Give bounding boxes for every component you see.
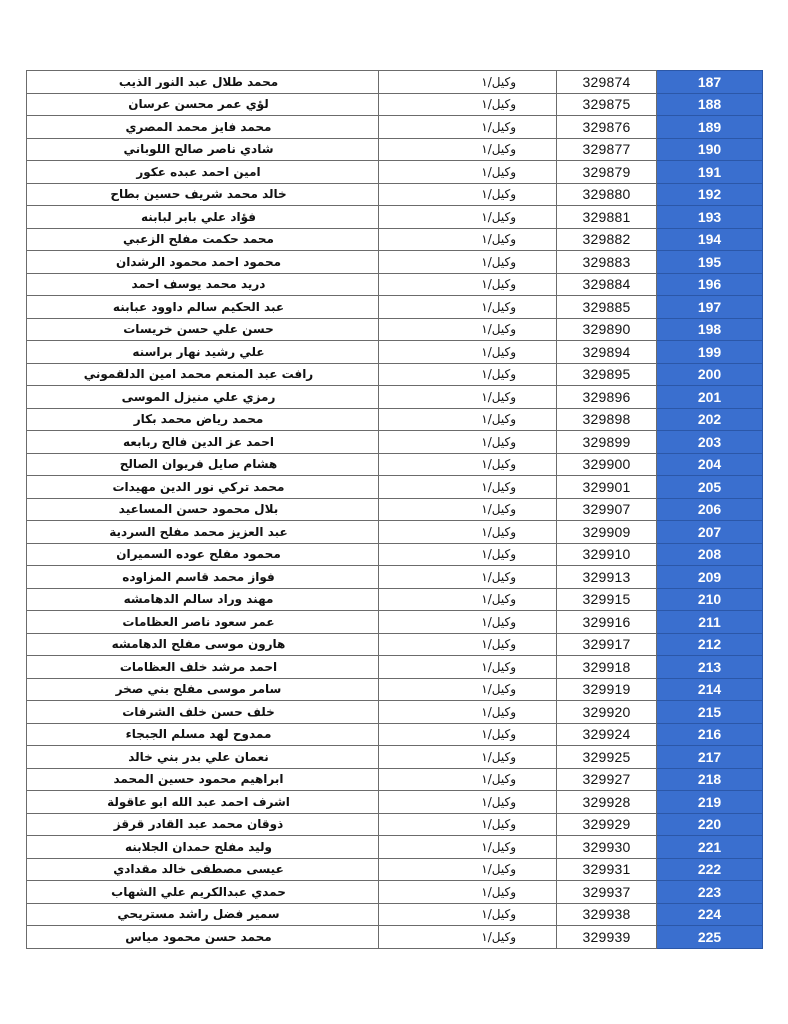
id-number-cell: 329880 xyxy=(557,183,657,206)
name-cell: محمد رياض محمد بكار xyxy=(27,408,379,431)
name-cell: امين احمد عبده عكور xyxy=(27,161,379,184)
serial-number-cell: 217 xyxy=(657,746,763,769)
serial-number-cell: 209 xyxy=(657,566,763,589)
name-cell: محمد حكمت مفلح الزعبي xyxy=(27,228,379,251)
serial-number-cell: 216 xyxy=(657,723,763,746)
table-row xyxy=(27,476,763,499)
serial-number-cell: 220 xyxy=(657,813,763,836)
table-row xyxy=(27,656,763,679)
name-cell: نعمان علي بدر بني خالد xyxy=(27,746,379,769)
name-cell: لؤي عمر محسن عرسان xyxy=(27,93,379,116)
rank-cell: وكيل/١ xyxy=(379,341,557,364)
rank-cell: وكيل/١ xyxy=(379,723,557,746)
table-row xyxy=(27,161,763,184)
id-number-cell: 329881 xyxy=(557,206,657,229)
table-row xyxy=(27,228,763,251)
serial-number-cell: 214 xyxy=(657,678,763,701)
table-row xyxy=(27,611,763,634)
serial-number-cell: 213 xyxy=(657,656,763,679)
name-cell: فواز محمد قاسم المزاوده xyxy=(27,566,379,589)
serial-number-cell: 195 xyxy=(657,251,763,274)
name-cell: ابراهيم محمود حسين المحمد xyxy=(27,768,379,791)
name-cell: احمد مرشد خلف العظامات xyxy=(27,656,379,679)
serial-number-cell: 200 xyxy=(657,363,763,386)
serial-number-cell: 198 xyxy=(657,318,763,341)
name-cell: محمد طلال عبد النور الذيب xyxy=(27,71,379,94)
id-number-cell: 329909 xyxy=(557,521,657,544)
id-number-cell: 329928 xyxy=(557,791,657,814)
table-row xyxy=(27,93,763,116)
id-number-cell: 329937 xyxy=(557,881,657,904)
personnel-table xyxy=(26,70,763,949)
table-row xyxy=(27,836,763,859)
rank-cell: وكيل/١ xyxy=(379,228,557,251)
name-cell: محمد حسن محمود مياس xyxy=(27,926,379,949)
serial-number-cell: 215 xyxy=(657,701,763,724)
name-cell: ذوقان محمد عبد القادر قرقز xyxy=(27,813,379,836)
serial-number-cell: 193 xyxy=(657,206,763,229)
table-row xyxy=(27,813,763,836)
id-number-cell: 329895 xyxy=(557,363,657,386)
serial-number-cell: 208 xyxy=(657,543,763,566)
table-row xyxy=(27,723,763,746)
id-number-cell: 329901 xyxy=(557,476,657,499)
table-row xyxy=(27,341,763,364)
id-number-cell: 329930 xyxy=(557,836,657,859)
serial-number-cell: 190 xyxy=(657,138,763,161)
serial-number-cell: 223 xyxy=(657,881,763,904)
rank-cell: وكيل/١ xyxy=(379,408,557,431)
rank-cell: وكيل/١ xyxy=(379,881,557,904)
id-number-cell: 329890 xyxy=(557,318,657,341)
table-row xyxy=(27,858,763,881)
serial-number-cell: 192 xyxy=(657,183,763,206)
serial-number-cell: 191 xyxy=(657,161,763,184)
rank-cell: وكيل/١ xyxy=(379,71,557,94)
table-row xyxy=(27,521,763,544)
id-number-cell: 329885 xyxy=(557,296,657,319)
serial-number-cell: 210 xyxy=(657,588,763,611)
name-cell: عيسى مصطفى خالد مقدادي xyxy=(27,858,379,881)
serial-number-cell: 207 xyxy=(657,521,763,544)
serial-number-cell: 189 xyxy=(657,116,763,139)
id-number-cell: 329918 xyxy=(557,656,657,679)
rank-cell: وكيل/١ xyxy=(379,273,557,296)
name-cell: هشام صايل فريوان الصالح xyxy=(27,453,379,476)
table-row xyxy=(27,251,763,274)
name-cell: عبد العزيز محمد مفلح السردية xyxy=(27,521,379,544)
table-row xyxy=(27,746,763,769)
name-cell: علي رشيد نهار براسنه xyxy=(27,341,379,364)
rank-cell: وكيل/١ xyxy=(379,656,557,679)
rank-cell: وكيل/١ xyxy=(379,251,557,274)
serial-number-cell: 211 xyxy=(657,611,763,634)
rank-cell: وكيل/١ xyxy=(379,116,557,139)
id-number-cell: 329877 xyxy=(557,138,657,161)
table-row xyxy=(27,363,763,386)
serial-number-cell: 212 xyxy=(657,633,763,656)
serial-number-cell: 219 xyxy=(657,791,763,814)
table-row xyxy=(27,678,763,701)
table-row xyxy=(27,206,763,229)
id-number-cell: 329913 xyxy=(557,566,657,589)
rank-cell: وكيل/١ xyxy=(379,161,557,184)
rank-cell: وكيل/١ xyxy=(379,633,557,656)
serial-number-cell: 196 xyxy=(657,273,763,296)
serial-number-cell: 201 xyxy=(657,386,763,409)
rank-cell: وكيل/١ xyxy=(379,768,557,791)
name-cell: عبد الحكيم سالم داوود عبابنه xyxy=(27,296,379,319)
serial-number-cell: 203 xyxy=(657,431,763,454)
rank-cell: وكيل/١ xyxy=(379,93,557,116)
name-cell: حمدي عبدالكريم علي الشهاب xyxy=(27,881,379,904)
id-number-cell: 329876 xyxy=(557,116,657,139)
table-row xyxy=(27,588,763,611)
id-number-cell: 329882 xyxy=(557,228,657,251)
id-number-cell: 329879 xyxy=(557,161,657,184)
rank-cell: وكيل/١ xyxy=(379,566,557,589)
name-cell: هارون موسى مفلح الدهامشه xyxy=(27,633,379,656)
name-cell: خالد محمد شريف حسين بطاح xyxy=(27,183,379,206)
rank-cell: وكيل/١ xyxy=(379,588,557,611)
table-row xyxy=(27,881,763,904)
name-cell: ممدوح لهد مسلم الجبجاء xyxy=(27,723,379,746)
name-cell: عمر سعود ناصر العظامات xyxy=(27,611,379,634)
id-number-cell: 329924 xyxy=(557,723,657,746)
id-number-cell: 329938 xyxy=(557,903,657,926)
rank-cell: وكيل/١ xyxy=(379,903,557,926)
rank-cell: وكيل/١ xyxy=(379,138,557,161)
id-number-cell: 329925 xyxy=(557,746,657,769)
id-number-cell: 329910 xyxy=(557,543,657,566)
rank-cell: وكيل/١ xyxy=(379,318,557,341)
id-number-cell: 329927 xyxy=(557,768,657,791)
serial-number-cell: 206 xyxy=(657,498,763,521)
table-row xyxy=(27,296,763,319)
rank-cell: وكيل/١ xyxy=(379,791,557,814)
table-row xyxy=(27,498,763,521)
rank-cell: وكيل/١ xyxy=(379,543,557,566)
id-number-cell: 329931 xyxy=(557,858,657,881)
id-number-cell: 329919 xyxy=(557,678,657,701)
serial-number-cell: 197 xyxy=(657,296,763,319)
id-number-cell: 329883 xyxy=(557,251,657,274)
rank-cell: وكيل/١ xyxy=(379,836,557,859)
serial-number-cell: 194 xyxy=(657,228,763,251)
table-row xyxy=(27,183,763,206)
id-number-cell: 329898 xyxy=(557,408,657,431)
rank-cell: وكيل/١ xyxy=(379,926,557,949)
rank-cell: وكيل/١ xyxy=(379,701,557,724)
rank-cell: وكيل/١ xyxy=(379,363,557,386)
rank-cell: وكيل/١ xyxy=(379,813,557,836)
name-cell: حسن علي حسن خريسات xyxy=(27,318,379,341)
table-row xyxy=(27,408,763,431)
table-row xyxy=(27,386,763,409)
serial-number-cell: 225 xyxy=(657,926,763,949)
id-number-cell: 329900 xyxy=(557,453,657,476)
name-cell: دريد محمد يوسف احمد xyxy=(27,273,379,296)
name-cell: وليد مفلح حمدان الجلابنه xyxy=(27,836,379,859)
serial-number-cell: 218 xyxy=(657,768,763,791)
name-cell: شادي ناصر صالح اللوباني xyxy=(27,138,379,161)
serial-number-cell: 187 xyxy=(657,71,763,94)
table-row xyxy=(27,791,763,814)
table-body xyxy=(27,71,763,949)
table-row xyxy=(27,453,763,476)
serial-number-cell: 221 xyxy=(657,836,763,859)
table-row xyxy=(27,701,763,724)
table-row xyxy=(27,116,763,139)
name-cell: رمزي علي منيزل الموسى xyxy=(27,386,379,409)
id-number-cell: 329916 xyxy=(557,611,657,634)
serial-number-cell: 222 xyxy=(657,858,763,881)
id-number-cell: 329929 xyxy=(557,813,657,836)
name-cell: محمود مفلح عوده السميران xyxy=(27,543,379,566)
name-cell: رافت عبد المنعم محمد امين الدلقموني xyxy=(27,363,379,386)
name-cell: فؤاد علي بابر لبابنه xyxy=(27,206,379,229)
serial-number-cell: 205 xyxy=(657,476,763,499)
rank-cell: وكيل/١ xyxy=(379,611,557,634)
serial-number-cell: 204 xyxy=(657,453,763,476)
table-row xyxy=(27,633,763,656)
table-row xyxy=(27,903,763,926)
id-number-cell: 329896 xyxy=(557,386,657,409)
table-row xyxy=(27,431,763,454)
name-cell: اشرف احمد عبد الله ابو عاقولة xyxy=(27,791,379,814)
table-row xyxy=(27,926,763,949)
table-row xyxy=(27,138,763,161)
rank-cell: وكيل/١ xyxy=(379,296,557,319)
rank-cell: وكيل/١ xyxy=(379,521,557,544)
name-cell: سامر موسى مفلح بني صخر xyxy=(27,678,379,701)
serial-number-cell: 202 xyxy=(657,408,763,431)
name-cell: محمد تركي نور الدين مهيدات xyxy=(27,476,379,499)
rank-cell: وكيل/١ xyxy=(379,746,557,769)
name-cell: بلال محمود حسن المساعيد xyxy=(27,498,379,521)
id-number-cell: 329874 xyxy=(557,71,657,94)
id-number-cell: 329920 xyxy=(557,701,657,724)
id-number-cell: 329939 xyxy=(557,926,657,949)
id-number-cell: 329917 xyxy=(557,633,657,656)
serial-number-cell: 188 xyxy=(657,93,763,116)
name-cell: احمد عز الدين فالح ربابعه xyxy=(27,431,379,454)
serial-number-cell: 199 xyxy=(657,341,763,364)
rank-cell: وكيل/١ xyxy=(379,183,557,206)
rank-cell: وكيل/١ xyxy=(379,678,557,701)
name-cell: سمير فضل راشد مستريحي xyxy=(27,903,379,926)
id-number-cell: 329915 xyxy=(557,588,657,611)
rank-cell: وكيل/١ xyxy=(379,476,557,499)
rank-cell: وكيل/١ xyxy=(379,453,557,476)
name-cell: خلف حسن خلف الشرفات xyxy=(27,701,379,724)
name-cell: محمد فايز محمد المصري xyxy=(27,116,379,139)
id-number-cell: 329894 xyxy=(557,341,657,364)
id-number-cell: 329907 xyxy=(557,498,657,521)
id-number-cell: 329884 xyxy=(557,273,657,296)
table-row xyxy=(27,273,763,296)
table-row xyxy=(27,543,763,566)
rank-cell: وكيل/١ xyxy=(379,858,557,881)
rank-cell: وكيل/١ xyxy=(379,498,557,521)
rank-cell: وكيل/١ xyxy=(379,431,557,454)
id-number-cell: 329875 xyxy=(557,93,657,116)
serial-number-cell: 224 xyxy=(657,903,763,926)
name-cell: محمود احمد محمود الرشدان xyxy=(27,251,379,274)
id-number-cell: 329899 xyxy=(557,431,657,454)
name-cell: مهند وراد سالم الدهامشه xyxy=(27,588,379,611)
table-row xyxy=(27,71,763,94)
rank-cell: وكيل/١ xyxy=(379,206,557,229)
table-row xyxy=(27,566,763,589)
table-row xyxy=(27,318,763,341)
rank-cell: وكيل/١ xyxy=(379,386,557,409)
table-row xyxy=(27,768,763,791)
